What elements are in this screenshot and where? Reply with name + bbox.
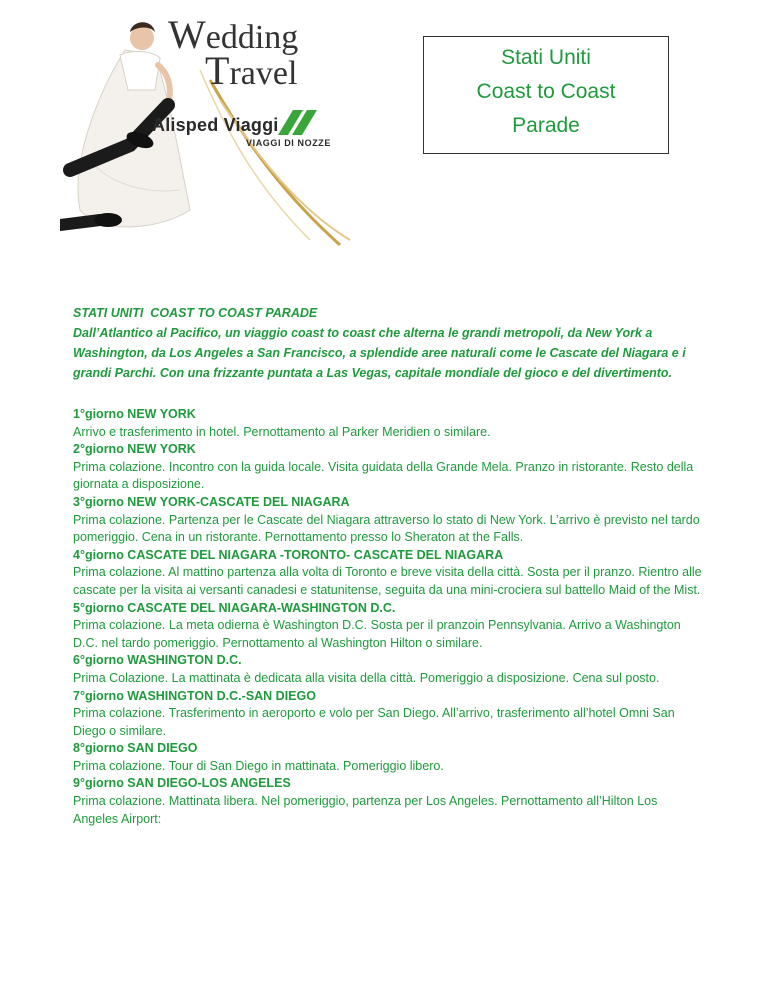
day-entry — [73, 547, 703, 600]
day-title: 1°giorno NEW YORK — [73, 407, 196, 421]
title-box — [423, 36, 669, 154]
itinerary — [73, 406, 703, 828]
day-description: Prima colazione. Trasferimento in aeroporto e volo per San Diego. All’arrivo, trasferimento all’hotel Omni San Diego o similare. — [73, 706, 675, 738]
logo-wedding-rest: edding — [205, 19, 299, 56]
day-entry — [73, 688, 703, 741]
logo-wedding-cap: W — [168, 12, 206, 57]
day-description: Prima colazione. Mattinata libera. Nel pomeriggio, partenza per Los Angeles. Pernottamento all’Hilton Los Angeles Airport: — [73, 794, 658, 826]
logo-wedding-word — [168, 12, 299, 57]
day-title: 5°giorno CASCATE DEL NIAGARA-WASHINGTON D.C. — [73, 600, 396, 615]
day-title: 9°giorno SAN DIEGO-LOS ANGELES — [73, 776, 291, 791]
day-title: 4°giorno CASCATE DEL NIAGARA -TORONTO- CASCATE DEL NIAGARA — [73, 547, 504, 562]
brand-name: Alisped Viaggi — [152, 115, 279, 135]
title-line-3: Parade — [512, 114, 580, 137]
intro-heading: STATI UNITI COAST TO COAST PARADE — [73, 306, 318, 320]
title-line-1: Stati Uniti — [501, 46, 591, 69]
brand-subtitle: VIAGGI DI NOZZE — [246, 138, 332, 148]
day-title: 7°giorno WASHINGTON D.C.-SAN DIEGO — [73, 688, 316, 703]
day-description: Prima colazione. Incontro con la guida locale. Visita guidata della Grande Mela. Pranzo in ristorante. Resto della giornata a disposizione. — [73, 459, 694, 492]
day-title: 8°giorno SAN DIEGO — [73, 741, 198, 756]
title-line-2: Coast to Coast — [476, 80, 616, 103]
day-title: 3°giorno NEW YORK-CASCATE DEL NIAGARA — [73, 494, 350, 509]
day-entry — [73, 775, 703, 828]
intro-text: Dall’Atlantico al Pacifico, un viaggio coast to coast che alterna le grandi metropoli, da New York a Washington, da Los Angeles a San Francisco, a splendide aree naturali come le Cascate del Niagara e i grandi Parchi. Con una frizzante puntata a Las Vegas, capitale mondiale del gioco e del divertimento. — [73, 326, 686, 380]
logo-travel-rest: ravel — [229, 55, 298, 92]
day-entry — [73, 406, 703, 441]
wedding-travel-logo — [60, 10, 360, 260]
day-entry — [73, 652, 703, 687]
day-description: Prima colazione. Tour di San Diego in mattinata. Pomeriggio libero. — [73, 758, 444, 773]
day-description: Prima Colazione. La mattinata è dedicata alla visita della città. Pomeriggio a disposizione. Cena sul posto. — [73, 670, 660, 685]
day-description: Prima colazione. Partenza per le Cascate del Niagara attraverso lo stato di New York. L’arrivo è previsto nel tardo pomeriggio. Cena in un ristorante. Pernottamento presso lo Sheraton at the Falls. — [73, 512, 700, 545]
day-title: 2°giorno NEW YORK — [73, 442, 196, 457]
day-entry — [73, 600, 703, 653]
day-title: 6°giorno WASHINGTON D.C. — [73, 653, 242, 668]
logo-travel-word — [205, 48, 298, 93]
day-description: Arrivo e trasferimento in hotel. Pernottamento al Parker Meridien o similare. — [73, 424, 491, 439]
day-entry — [73, 494, 703, 547]
day-entry — [73, 441, 703, 494]
day-description: Prima colazione. La meta odierna è Washington D.C. Sosta per il pranzoin Pennsylvania. Arrivo a Washington D.C. nel tardo pomeriggio. Pernottamento al Washington Hilton o similare. — [73, 618, 681, 650]
day-entry — [73, 740, 703, 775]
logo-travel-cap: T — [205, 48, 230, 93]
day-description: Prima colazione. Al mattino partenza alla volta di Toronto e breve visita della città. Sosta per il pranzo. Rientro alle cascate per la visita ai versanti canadesi e statunitense, seguita da una mini-crociera sul battello Maid of the Mist. — [73, 565, 702, 597]
intro-section — [73, 303, 703, 383]
